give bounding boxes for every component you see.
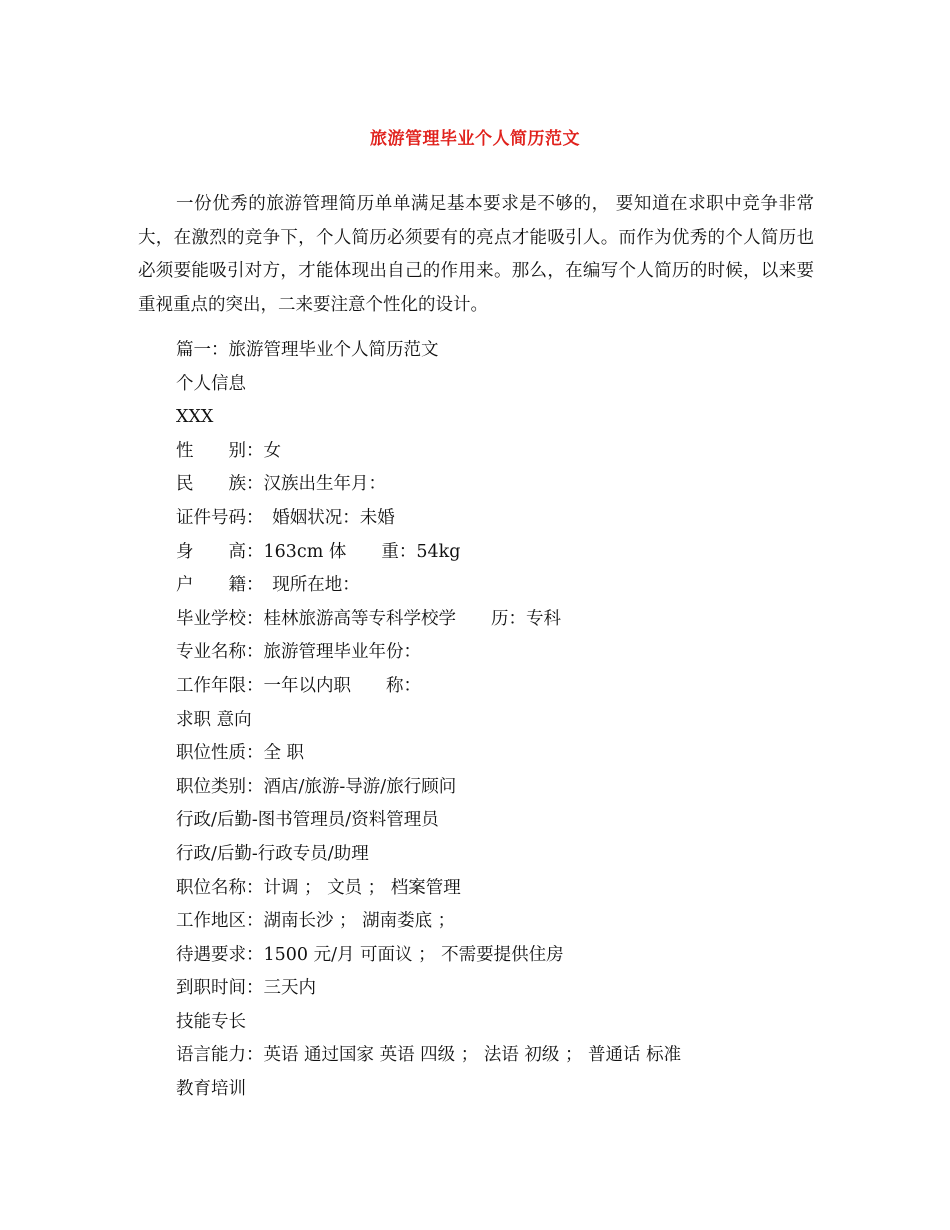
household-field: 户 籍： 现所在地： [176, 575, 360, 596]
start-time-field: 到职时间：三天内 [176, 978, 316, 999]
ethnicity-field: 民 族：汉族出生年月： [176, 474, 386, 495]
intro-paragraph: 一份优秀的旅游管理简历单单满足基本要求是不够的， 要知道在求职中竞争非常大，在激烈的竞争下，个人简历必须要有的亮点才能吸引人。而作为优秀的个人简历也必须要能吸引对方，才能体现出自己的作用来。那么，在编写个人简历的时候，以来要重视重点的突出，二来要注意个性化的设计。 [138, 194, 814, 315]
job-title-field: 职位名称：计调 ； 文员 ； 档案管理 [176, 877, 461, 898]
job-category-line: 行政/后勤-行政专员/助理 [176, 843, 369, 864]
section-heading: 篇一：旅游管理毕业个人简历范文 [176, 340, 439, 360]
job-nature-field: 职位性质：全 职 [176, 743, 305, 764]
section-label: 教育培训 [176, 1079, 246, 1100]
work-area-field: 工作地区：湖南长沙 ； 湖南娄底 ； [176, 911, 456, 932]
language-field: 语言能力：英语 通过国家 英语 四级 ； 法语 初级 ； 普通话 标准 [176, 1045, 682, 1066]
work-years-field: 工作年限：一年以内职 称： [176, 675, 421, 696]
gender-field: 性 别：女 [176, 440, 281, 461]
name-field: XXX [176, 407, 214, 428]
section-label: 求职 意向 [176, 709, 252, 730]
salary-field: 待遇要求：1500 元/月 可面议 ； 不需要提供住房 [176, 944, 564, 965]
id-marital-field: 证件号码： 婚姻状况：未婚 [176, 507, 395, 528]
section-label: 个人信息 [176, 373, 246, 394]
resume-lines [176, 334, 816, 1107]
height-weight-field: 身 高：163cm 体 重：54kg [176, 541, 461, 562]
section-label: 技能专长 [176, 1011, 246, 1032]
job-category-field: 职位类别：酒店/旅游-导游/旅行顾问 [176, 776, 457, 797]
document-title: 旅游管理毕业个人简历范文 [370, 129, 580, 149]
major-field: 专业名称：旅游管理毕业年份： [176, 642, 421, 663]
job-category-line: 行政/后勤-图书管理员/资料管理员 [176, 810, 439, 831]
school-field: 毕业学校：桂林旅游高等专科学校学 历：专科 [176, 608, 561, 629]
